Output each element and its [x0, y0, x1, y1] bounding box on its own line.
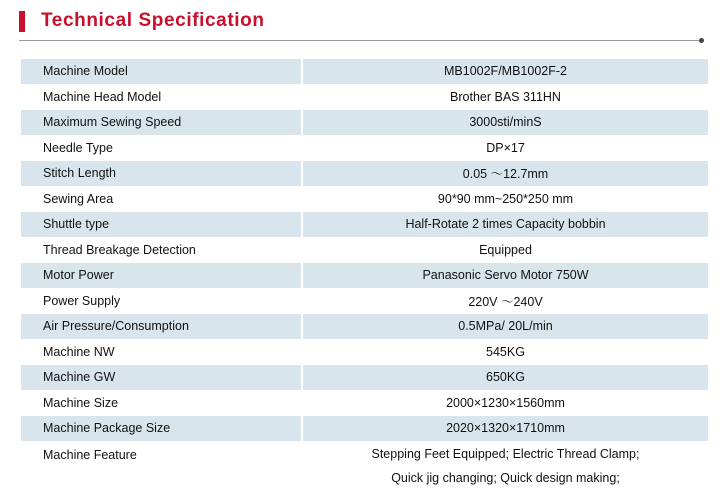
table-row — [21, 237, 708, 263]
spec-value: Brother BAS 311HN — [302, 84, 708, 110]
spec-value: 2000×1230×1560mm — [302, 390, 708, 416]
table-row — [21, 212, 708, 238]
table-row — [21, 59, 708, 84]
table-row — [21, 186, 708, 212]
table-row — [21, 365, 708, 391]
header-divider — [19, 40, 702, 41]
table-row — [21, 314, 708, 340]
table-row — [21, 390, 708, 416]
spec-value: DP×17 — [302, 135, 708, 161]
spec-value: Half-Rotate 2 times Capacity bobbin — [302, 212, 708, 238]
section-header — [19, 8, 709, 36]
spec-value: Equipped — [302, 237, 708, 263]
spec-label: Maximum Sewing Speed — [21, 110, 302, 136]
table-row — [21, 416, 708, 442]
spec-label: Needle Type — [21, 135, 302, 161]
page-title: Technical Specification — [41, 10, 265, 31]
table-row — [21, 263, 708, 289]
spec-label: Stitch Length — [21, 161, 302, 187]
spec-value: MB1002F/MB1002F-2 — [302, 59, 708, 84]
spec-label: Machine Model — [21, 59, 302, 84]
feature-row — [21, 441, 708, 488]
spec-label: Machine NW — [21, 339, 302, 365]
feature-line: Stepping Feet Equipped; Electric Thread Clamp; — [371, 446, 640, 461]
spec-label: Machine Package Size — [21, 416, 302, 442]
spec-value: 90*90 mm~250*250 mm — [302, 186, 708, 212]
table-row — [21, 84, 708, 110]
table-row — [21, 135, 708, 161]
spec-label: Thread Breakage Detection — [21, 237, 302, 263]
spec-value: 220V ～240V — [302, 288, 708, 314]
spec-table — [21, 59, 708, 488]
table-row — [21, 161, 708, 187]
title-accent-bar — [19, 11, 25, 32]
feature-line: Quick jig changing; Quick design making; — [391, 471, 620, 485]
spec-value: 0.05 ～12.7mm — [302, 161, 708, 187]
table-row — [21, 288, 708, 314]
spec-value: 0.5MPa/ 20L/min — [302, 314, 708, 340]
spec-label: Power Supply — [21, 288, 302, 314]
spec-value: Panasonic Servo Motor 750W — [302, 263, 708, 289]
spec-label: Machine GW — [21, 365, 302, 391]
table-row — [21, 110, 708, 136]
table-row — [21, 339, 708, 365]
spec-value: 545KG — [302, 339, 708, 365]
spec-label: Shuttle type — [21, 212, 302, 238]
spec-value: 3000sti/minS — [302, 110, 708, 136]
divider-end-dot — [699, 38, 704, 43]
spec-value: 650KG — [302, 365, 708, 391]
spec-value: 2020×1320×1710mm — [302, 416, 708, 442]
spec-label: Sewing Area — [21, 186, 302, 212]
spec-label: Air Pressure/Consumption — [21, 314, 302, 340]
spec-label: Motor Power — [21, 263, 302, 289]
spec-label: Machine Feature — [21, 441, 302, 488]
spec-label: Machine Head Model — [21, 84, 302, 110]
feature-values — [302, 441, 708, 488]
spec-label: Machine Size — [21, 390, 302, 416]
